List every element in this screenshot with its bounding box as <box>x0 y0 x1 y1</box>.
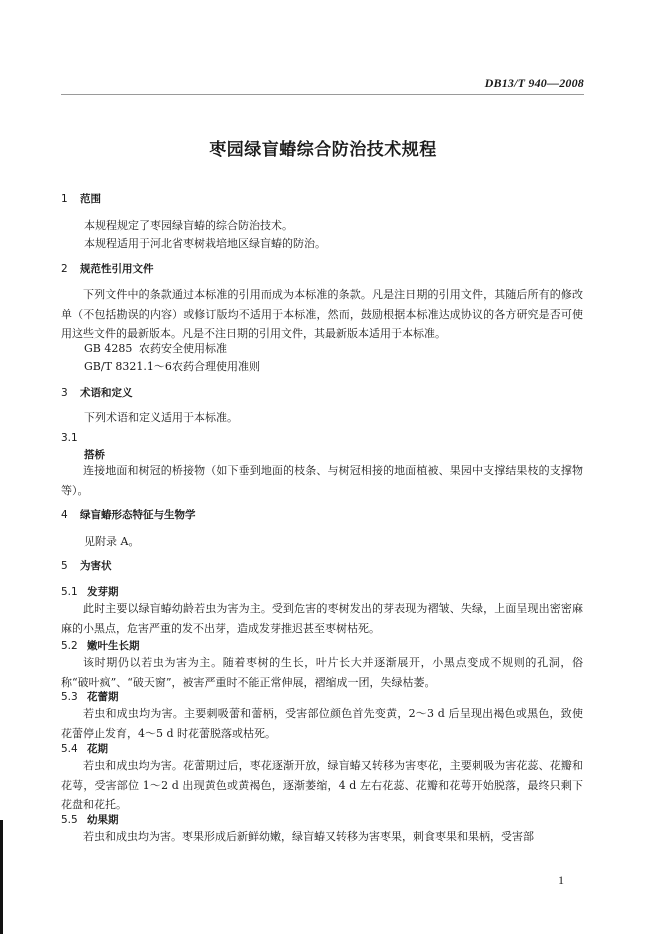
term-definition: 连接地面和树冠的桥接物（如下垂到地面的枝条、与树冠相接的地面植被、果园中支撑结果枝的支撑物等）。 <box>61 464 583 497</box>
section-2-title: 规范性引用文件 <box>80 263 154 275</box>
section-4-number: 4 <box>61 509 68 521</box>
section-3-number: 3 <box>61 387 68 399</box>
subsection-5-2-title: 嫩叶生长期 <box>87 640 140 652</box>
page-number: 1 <box>558 873 564 887</box>
term-heading: 搭桥 <box>84 449 105 461</box>
subsection-3-1-number: 3.1 <box>61 432 78 444</box>
reference-2-title: 农药合理使用准则 <box>172 360 260 373</box>
section-2-paragraph: 下列文件中的条款通过本标准的引用而成为本标准的条款。凡是注日期的引用文件，其随后所有的修改单（不包括勘误的内容）或修订版均不适用于本标准，然而，鼓励根据本标准达成协议的各方研究是否可使用这些文件的最新版本。凡是不注日期的引用文件，其最新版本适用于本标准。 <box>61 288 583 340</box>
section-4-title: 绿盲蝽形态特征与生物学 <box>80 509 196 521</box>
subsection-5-2-paragraph: 该时期仍以若虫为害为主。随着枣树的生长，叶片长大并逐渐展开，小黑点变成不规则的孔洞，俗称“破叶疯”、“破天窗”，被害严重时不能正常伸展，褶缩成一团，失绿枯萎。 <box>61 656 583 689</box>
subsection-5-5-paragraph: 若虫和成虫均为害。枣果形成后新鲜幼嫩，绿盲蝽又转移为害枣果，刺食枣果和果柄，受害部 <box>83 830 534 843</box>
section-5-title: 为害状 <box>80 560 112 572</box>
subsection-5-4-paragraph: 若虫和成虫均为害。花蕾期过后，枣花逐渐开放，绿盲蝽又转移为害枣花，主要刺吸为害花蕊、花瓣和花萼，受害部位 1～2 d 出现黄色或黄褐色，逐渐萎缩，4 d 左右花蕊、花瓣和花萼开始脱落，最终只剩下花盘和花托。 <box>61 759 583 811</box>
header-rule <box>61 94 584 95</box>
section-1-paragraph-1: 本规程规定了枣园绿盲蝽的综合防治技术。 <box>84 219 293 232</box>
subsection-5-4-number: 5.4 <box>61 743 78 755</box>
subsection-5-2-number: 5.2 <box>61 640 78 652</box>
reference-2-code: GB/T 8321.1～6 <box>84 360 172 373</box>
section-1-title: 范围 <box>80 193 101 205</box>
section-3-paragraph-1: 下列术语和定义适用于本标准。 <box>84 411 238 424</box>
document-title: 枣园绿盲蝽综合防治技术规程 <box>209 140 437 160</box>
subsection-5-4-title: 花期 <box>87 743 108 755</box>
reference-1-code: GB 4285 <box>84 342 133 355</box>
section-1-paragraph-2: 本规程适用于河北省枣树栽培地区绿盲蝽的防治。 <box>84 237 326 250</box>
subsection-5-3-paragraph: 若虫和成虫均为害。主要刺吸蕾和蕾柄，受害部位颜色首先变黄，2～3 d 后呈现出褐色或黑色，致使花蕾停止发育，4～5 d 时花蕾脱落或枯死。 <box>61 707 583 740</box>
subsection-5-3-title: 花蕾期 <box>87 691 119 703</box>
scan-edge-mark <box>0 820 3 934</box>
subsection-5-1-number: 5.1 <box>61 586 78 598</box>
reference-1-title: 农药安全使用标准 <box>139 342 227 355</box>
section-1-number: 1 <box>61 193 68 205</box>
section-3-title: 术语和定义 <box>80 387 133 399</box>
section-5-number: 5 <box>61 560 68 572</box>
subsection-5-1-title: 发芽期 <box>87 586 119 598</box>
standard-code: DB13/T 940—2008 <box>484 76 584 90</box>
section-4-paragraph-1: 见附录 A。 <box>84 535 140 548</box>
section-2-number: 2 <box>61 263 68 275</box>
subsection-5-5-number: 5.5 <box>61 814 78 826</box>
subsection-5-3-number: 5.3 <box>61 691 78 703</box>
subsection-5-5-title: 幼果期 <box>87 814 119 826</box>
subsection-5-1-paragraph: 此时主要以绿盲蝽幼龄若虫为害为主。受到危害的枣树发出的芽表现为褶皱、失绿，上面呈现出密密麻麻的小黑点，危害严重的发不出芽，造成发芽推迟甚至枣树枯死。 <box>61 602 583 635</box>
